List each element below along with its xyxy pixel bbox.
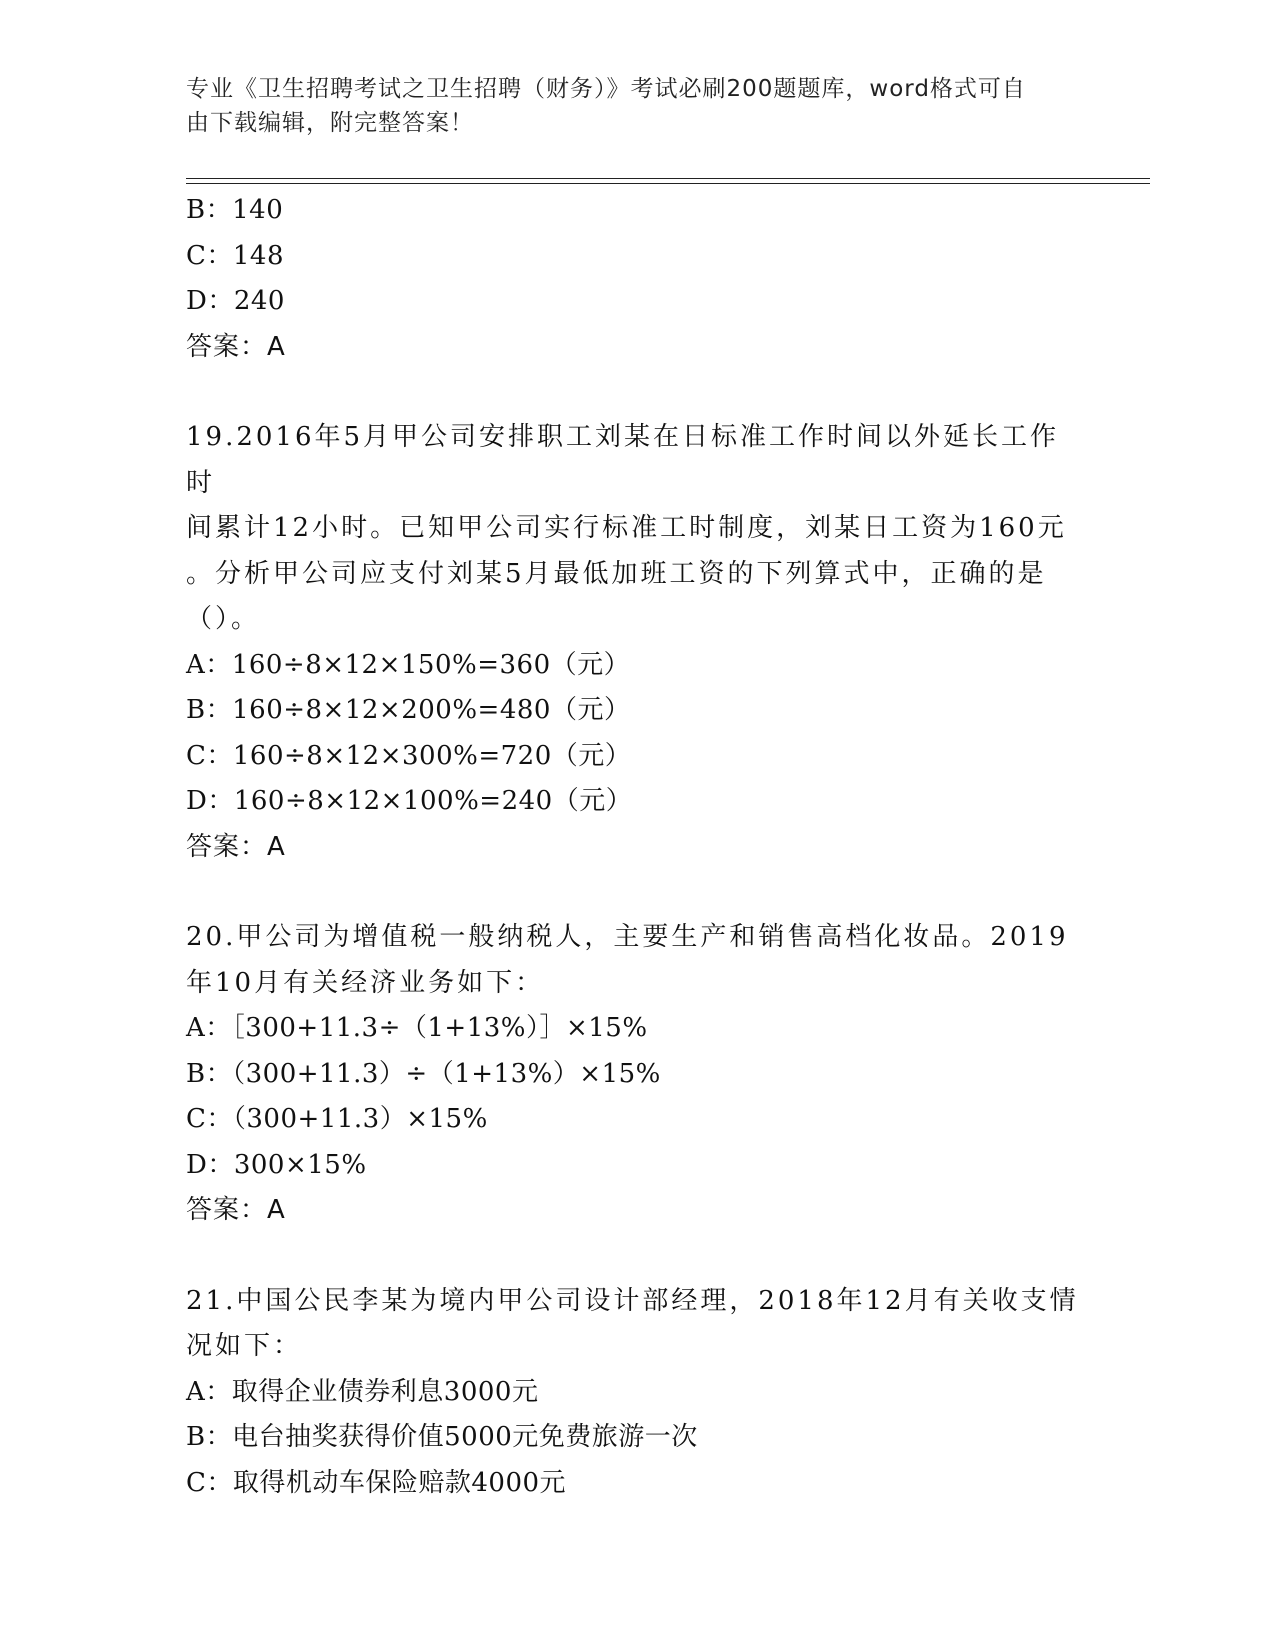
spacer (186, 370, 1086, 415)
option-d: D：240 (186, 286, 285, 316)
option-c: C：取得机动车保险赔款4000元 (186, 1467, 567, 1498)
answer-line: 答案：A (186, 331, 286, 362)
option-d: D：160÷8×12×100%=240（元） (186, 786, 633, 816)
question-text-line: 20.甲公司为增值税一般纳税人，主要生产和销售高档化妆品。2019 (186, 922, 1069, 952)
option-d: D：300×15% (186, 1149, 367, 1180)
option-b: B：电台抽奖获得价值5000元免费旅游一次 (186, 1422, 698, 1452)
answer-line: 答案：A (186, 831, 286, 862)
document-header (186, 72, 1066, 140)
question-block-18 (186, 188, 1086, 370)
option-a: A：取得企业债券利息3000元 (186, 1376, 539, 1407)
question-text-line: 19.2016年5月甲公司安排职工刘某在日标准工作时间以外延长工作时 (186, 422, 1060, 498)
answer-line: 答案：A (186, 1195, 286, 1225)
question-text-line: 年10月有关经济业务如下： (186, 967, 545, 998)
question-block-19 (186, 415, 1086, 870)
header-line-1: 专业《卫生招聘考试之卫生招聘（财务）》考试必刷200题题库，word格式可自 (186, 76, 1026, 102)
option-c: C：（300+11.3）×15% (186, 1104, 488, 1134)
question-block-21 (186, 1279, 1086, 1507)
header-divider-top (186, 178, 1150, 179)
spacer (186, 1234, 1086, 1279)
option-a: A：160÷8×12×150%=360（元） (186, 649, 631, 680)
question-text-line: 况如下： (186, 1331, 303, 1361)
option-b: B：160÷8×12×200%=480（元） (186, 695, 631, 725)
option-b: B：140 (186, 195, 284, 225)
question-text-line: 。分析甲公司应支付刘某5月最低加班工资的下列算式中，正确的是 (186, 558, 1047, 589)
header-line-2: 由下载编辑，附完整答案！ (186, 110, 474, 136)
question-block-20 (186, 915, 1086, 1234)
option-b: B：（300+11.3）÷（1+13%）×15% (186, 1058, 661, 1089)
header-divider-bottom (186, 183, 1150, 184)
option-c: C：148 (186, 240, 285, 271)
option-a: A：［300+11.3÷（1+13%）］×15% (186, 1013, 648, 1043)
question-text-line: 21.中国公民李某为境内甲公司设计部经理，2018年12月有关收支情 (186, 1285, 1079, 1316)
document-body (186, 188, 1086, 1506)
option-c: C：160÷8×12×300%=720（元） (186, 740, 632, 771)
question-text-line: （）。 (186, 604, 261, 634)
spacer (186, 870, 1086, 915)
question-text-line: 间累计12小时。已知甲公司实行标准工时制度，刘某日工资为160元 (186, 513, 1067, 543)
